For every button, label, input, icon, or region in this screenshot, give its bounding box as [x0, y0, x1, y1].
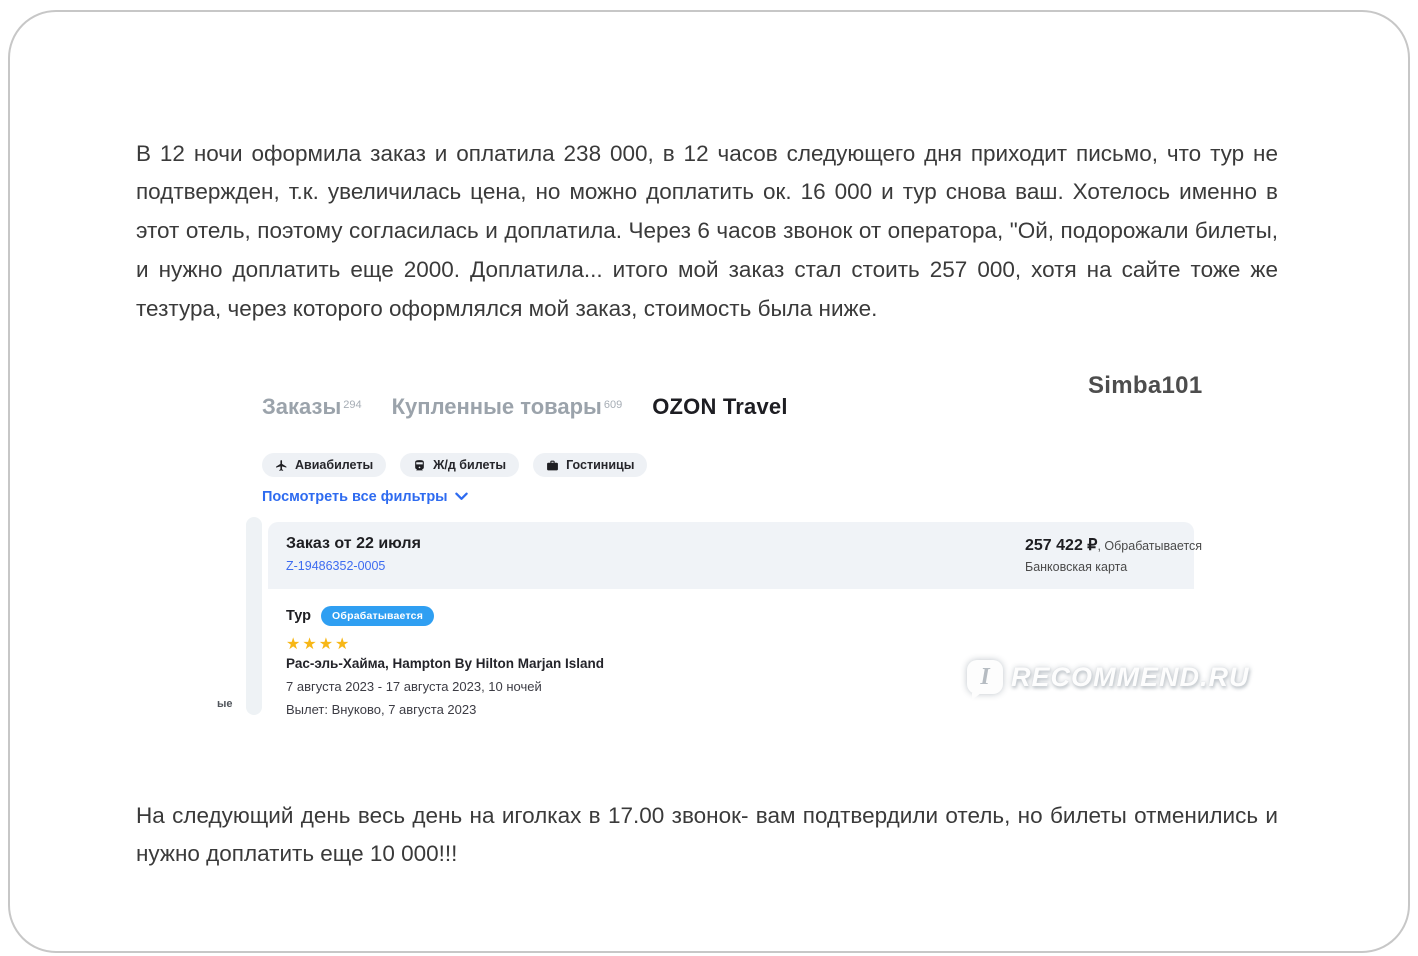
review-paragraph-1: В 12 ночи оформила заказ и оплатила 238 000, в 12 часов следующего дня приходит письмо, что тур не подтвержден, т.к. увеличилась цена, но можно доплатить ок. 16 000 и тур снова ваш. Хотелось именно в этот отель, поэтому согласилась и доплатила. Через 6 часов звонок от оператора, "Ой, подорожали билеты, и нужно доплатить еще 2000. Доплатила... итого мой заказ стал стоить 257 000, хотя на сайте тоже же тезтура, через которого оформлялся мой заказ, стоимость была ниже. — [136, 140, 1278, 321]
view-all-filters-label: Посмотреть все фильтры — [262, 489, 448, 505]
departure-info: Вылет: Внуково, 7 августа 2023 — [286, 702, 477, 717]
order-type-label: Тур — [286, 608, 312, 624]
speech-bubble-icon — [967, 660, 1003, 694]
order-number-link[interactable]: Z-19486352-0005 — [286, 559, 386, 573]
order-title: Заказ от 22 июля — [286, 535, 421, 552]
order-price-block — [1025, 535, 1202, 574]
chip-hotels-label: Гостиницы — [566, 458, 635, 472]
airplane-icon — [275, 459, 288, 472]
review-paragraph-2: На следующий день весь день на иголках в 17.00 звонок- вам подтвердили отель, но билеты отменились и нужно доплатить еще 10 000!!! — [136, 802, 1278, 867]
tab-orders-count: 294 — [343, 398, 362, 411]
trip-dates: 7 августа 2023 - 17 августа 2023, 10 ночей — [286, 679, 542, 694]
order-card-body — [268, 589, 1194, 717]
status-badge: Обрабатывается — [321, 606, 434, 626]
tab-orders[interactable] — [262, 394, 362, 420]
order-card-header — [268, 522, 1203, 589]
cut-off-text-fragment: ые — [217, 698, 233, 710]
chip-avia-tickets-label: Авиабилеты — [295, 458, 374, 472]
adjacent-card-edge — [246, 517, 262, 715]
tab-purchased-goods-count: 609 — [603, 398, 623, 411]
watermark-icon-letter: I — [980, 663, 990, 690]
tab-ozon-travel-label: OZON Travel — [652, 394, 788, 419]
chip-hotels[interactable] — [533, 453, 647, 477]
chip-rail-tickets[interactable] — [400, 453, 519, 477]
hotel-name: Рас-эль-Хайма, Hampton By Hilton Marjan Island — [286, 656, 604, 671]
tab-purchased-goods-label: Купленные товары — [391, 394, 602, 419]
orders-tab-bar — [262, 394, 788, 420]
watermark-text: RECOMMEND.RU — [1011, 661, 1250, 692]
chip-avia-tickets[interactable] — [262, 453, 386, 477]
chevron-down-icon — [455, 489, 468, 505]
star-rating: ★★★★ — [286, 634, 352, 653]
order-price: 257 422 ₽ — [1025, 537, 1098, 554]
view-all-filters-link[interactable] — [262, 489, 468, 505]
reviewer-username[interactable]: Simba101 — [1088, 372, 1203, 399]
suitcase-icon — [546, 459, 559, 472]
review-card — [8, 10, 1410, 953]
chip-rail-tickets-label: Ж/д билеты — [433, 458, 507, 472]
payment-method: Банковская карта — [1025, 560, 1128, 574]
ozon-order-screenshot — [215, 367, 1250, 717]
tab-orders-label: Заказы — [262, 394, 342, 419]
filter-chips — [262, 453, 647, 477]
train-icon — [413, 459, 426, 472]
tab-ozon-travel[interactable] — [652, 394, 787, 420]
order-price-status: , Обрабатывается — [1097, 539, 1203, 553]
irecommend-watermark — [967, 660, 1250, 694]
tab-purchased-goods[interactable] — [392, 394, 623, 420]
